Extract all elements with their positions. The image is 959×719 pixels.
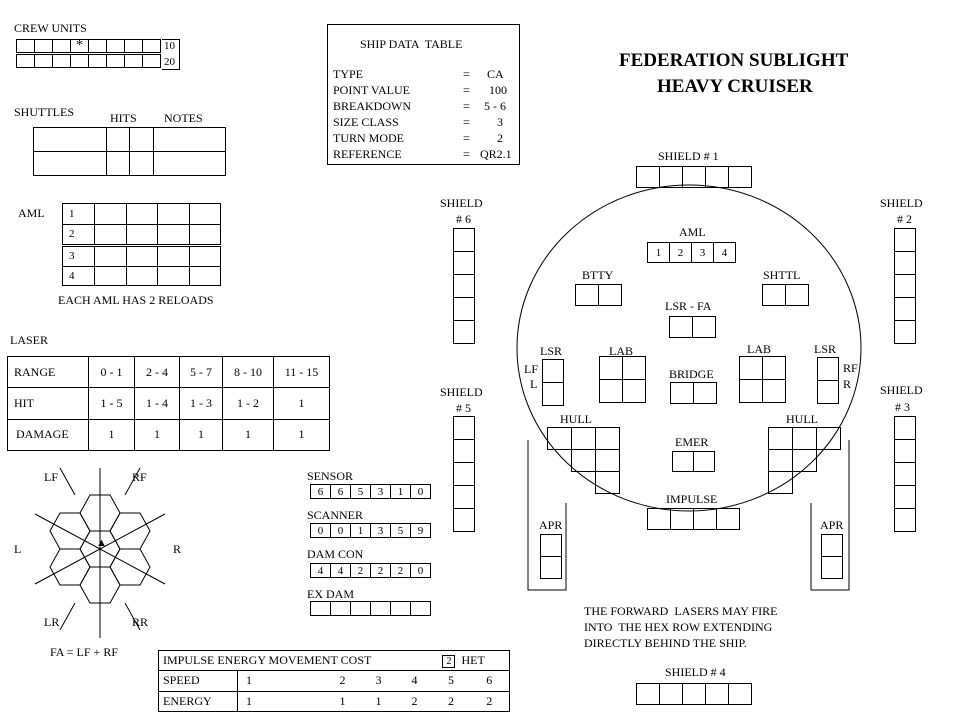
sd-val: 100 xyxy=(489,83,507,97)
crew-box[interactable] xyxy=(88,54,107,68)
aml-row-label: 2 xyxy=(63,224,95,245)
crew-box[interactable] xyxy=(52,54,71,68)
aml-cell[interactable] xyxy=(126,204,158,225)
aml-panel-title: AML xyxy=(18,206,45,220)
apr-box[interactable] xyxy=(540,556,562,579)
speed-value: 5 xyxy=(432,671,469,691)
hex xyxy=(50,513,90,549)
shield-box[interactable] xyxy=(453,297,475,321)
laser-damage: 1 xyxy=(89,419,135,450)
lsr-fa-box[interactable] xyxy=(692,316,716,338)
hull-left-label: HULL xyxy=(560,412,592,426)
lsr-left-arc-lf: LF xyxy=(524,362,539,376)
sd-val: 5 - 6 xyxy=(484,99,506,113)
lab-box[interactable] xyxy=(599,356,623,380)
sensor-box[interactable]: 0 xyxy=(410,484,431,499)
laser-range: 5 - 7 xyxy=(180,357,223,388)
ship-aml-box[interactable]: 1 xyxy=(647,242,670,263)
shield-box[interactable] xyxy=(453,228,475,252)
shield-box[interactable] xyxy=(453,320,475,344)
shuttle-notes-cell[interactable] xyxy=(154,152,226,176)
laser-hit: 1 - 2 xyxy=(223,388,274,419)
energy-value: 2 xyxy=(469,691,509,711)
lab-box[interactable] xyxy=(739,356,763,380)
sd-val: 3 xyxy=(497,115,503,129)
impulse-label: IMPULSE xyxy=(666,492,718,506)
shield-4-label: SHIELD # 4 xyxy=(665,665,726,679)
shield-box[interactable] xyxy=(682,166,706,188)
ship-aml-box[interactable]: 2 xyxy=(669,242,692,263)
bridge-box[interactable] xyxy=(670,382,694,404)
sd-key: REFERENCE xyxy=(333,147,402,161)
crew-box[interactable] xyxy=(142,54,161,68)
sensor-box[interactable]: 5 xyxy=(350,484,371,499)
sd-eq: = xyxy=(463,67,470,81)
crew-units-row-1 xyxy=(17,40,161,53)
scanner-box[interactable]: 0 xyxy=(310,523,331,538)
sd-key: BREAKDOWN xyxy=(333,99,411,113)
hull-box[interactable] xyxy=(571,449,596,472)
apr-left-track xyxy=(541,535,562,579)
shuttle-notes-cell[interactable] xyxy=(154,128,226,152)
shield-box[interactable] xyxy=(453,462,475,486)
crew-box[interactable] xyxy=(16,54,35,68)
laser-range: 0 - 1 xyxy=(89,357,135,388)
lab-box[interactable] xyxy=(739,379,763,403)
hull-box[interactable] xyxy=(768,427,793,450)
sensor-track xyxy=(311,485,431,499)
hull-right-label: HULL xyxy=(786,412,818,426)
hull-box[interactable] xyxy=(595,427,620,450)
scanner-box[interactable]: 5 xyxy=(390,523,411,538)
ship-facing-arrow-icon: ▲ xyxy=(96,537,107,549)
lab-box[interactable] xyxy=(622,356,646,380)
hex xyxy=(110,549,150,585)
laser-damage: 1 xyxy=(223,419,274,450)
damcon-box[interactable]: 2 xyxy=(390,563,411,578)
impulse-box[interactable] xyxy=(693,508,717,530)
sensor-box[interactable]: 6 xyxy=(330,484,351,499)
shield-box[interactable] xyxy=(894,416,916,440)
sensor-box[interactable]: 1 xyxy=(390,484,411,499)
shield-box[interactable] xyxy=(894,297,916,321)
energy-value: 1 xyxy=(238,691,325,711)
speed-value: 4 xyxy=(396,671,432,691)
crew-box[interactable] xyxy=(88,39,107,53)
sensor-box[interactable]: 6 xyxy=(310,484,331,499)
shield-box[interactable] xyxy=(728,166,752,188)
crew-row-label-20: 20 xyxy=(164,56,175,68)
scanner-track xyxy=(311,524,431,538)
shield-box[interactable] xyxy=(894,508,916,532)
hull-box[interactable] xyxy=(595,449,620,472)
lab-left-label: LAB xyxy=(609,344,633,358)
aml-row-label: 4 xyxy=(63,266,95,286)
arc-label-l: L xyxy=(14,542,22,556)
sd-eq: = xyxy=(463,131,470,145)
sd-eq: = xyxy=(463,99,470,113)
crew-row-label-10: 10 xyxy=(164,40,175,52)
exdam-box[interactable] xyxy=(330,601,351,616)
shield-box[interactable] xyxy=(636,683,660,705)
lsr-right-arc-rf: RF xyxy=(843,361,858,375)
impulse-box[interactable] xyxy=(647,508,671,530)
shttl-box[interactable] xyxy=(762,284,786,306)
shield-box[interactable] xyxy=(453,485,475,509)
crew-box[interactable] xyxy=(106,54,125,68)
laser-title: LASER xyxy=(10,333,49,347)
scanner-box[interactable]: 0 xyxy=(330,523,351,538)
ship-aml-box[interactable]: 4 xyxy=(713,242,736,263)
emer-track xyxy=(673,452,715,472)
shield-box[interactable] xyxy=(728,683,752,705)
shield-box[interactable] xyxy=(894,274,916,298)
impulse-box[interactable] xyxy=(716,508,740,530)
sd-val: CA xyxy=(487,67,504,81)
lab-box[interactable] xyxy=(762,356,786,380)
btty-label: BTTY xyxy=(582,268,614,282)
lsr-right-arc-r: R xyxy=(843,377,852,391)
laser-hit: 1 - 5 xyxy=(89,388,135,419)
crew-label-frame xyxy=(162,39,180,70)
energy-value: 1 xyxy=(324,691,360,711)
exdam-box[interactable] xyxy=(370,601,391,616)
crew-box-marked[interactable]: * xyxy=(70,39,89,53)
lab-box[interactable] xyxy=(622,379,646,403)
aml-cell[interactable] xyxy=(126,266,158,286)
bridge-track xyxy=(671,383,717,404)
shield-2-number: # 2 xyxy=(897,212,912,226)
shield-box[interactable] xyxy=(453,508,475,532)
exdam-box[interactable] xyxy=(410,601,431,616)
crew-units-title: CREW UNITS xyxy=(14,21,87,35)
aml-cell[interactable] xyxy=(126,247,158,267)
shield-box[interactable] xyxy=(894,485,916,509)
aml-cell[interactable] xyxy=(126,224,158,245)
aml-cell[interactable] xyxy=(95,204,127,225)
shield-6-label: SHIELD xyxy=(440,196,483,210)
sd-eq: = xyxy=(463,115,470,129)
laser-hit: 1 xyxy=(274,388,330,419)
shield-box[interactable] xyxy=(894,462,916,486)
lsr-fa-track xyxy=(670,317,716,338)
hull-box[interactable] xyxy=(571,427,596,450)
crew-box[interactable] xyxy=(52,39,71,53)
damcon-box[interactable]: 4 xyxy=(310,563,331,578)
impulse-energy-table xyxy=(158,650,510,712)
crew-box[interactable] xyxy=(124,39,143,53)
apr-box[interactable] xyxy=(540,534,562,557)
lab-box[interactable] xyxy=(762,379,786,403)
lsr-left-track xyxy=(543,360,564,406)
shield-3-track xyxy=(895,417,916,532)
energy-value: 1 xyxy=(360,691,396,711)
crew-units-row-2 xyxy=(17,55,161,68)
exdam-box[interactable] xyxy=(350,601,371,616)
shuttles-hits-label: HITS xyxy=(110,111,137,125)
hull-box[interactable] xyxy=(792,427,817,450)
crew-box[interactable] xyxy=(142,39,161,53)
apr-left-label: APR xyxy=(539,518,563,532)
aml-cell[interactable] xyxy=(189,204,221,225)
fa-note: FA = LF + RF xyxy=(50,645,119,659)
emer-box[interactable] xyxy=(672,451,694,472)
lsr-box[interactable] xyxy=(817,357,839,381)
laser-damage: 1 xyxy=(274,419,330,450)
energy-value: 2 xyxy=(432,691,469,711)
shield-5-label: SHIELD xyxy=(440,385,483,399)
ship-title-line-1: FEDERATION SUBLIGHT xyxy=(619,50,849,71)
bridge-box[interactable] xyxy=(693,382,717,404)
arc-label-rr: RR xyxy=(132,615,149,629)
hull-box[interactable] xyxy=(792,449,817,472)
speed-value: 6 xyxy=(469,671,509,691)
emer-box[interactable] xyxy=(693,451,715,472)
laser-table xyxy=(7,356,330,451)
shuttle-hit-cell[interactable] xyxy=(107,152,130,176)
btty-box[interactable] xyxy=(575,284,599,306)
lsr-left-label: LSR xyxy=(540,344,563,358)
shuttle-cell[interactable] xyxy=(34,152,107,176)
shield-box[interactable] xyxy=(453,416,475,440)
sensor-label: SENSOR xyxy=(307,469,354,483)
shield-box[interactable] xyxy=(453,251,475,275)
scanner-box[interactable]: 1 xyxy=(350,523,371,538)
aml-cell[interactable] xyxy=(158,247,190,267)
damcon-box[interactable]: 2 xyxy=(370,563,391,578)
arc-label-lr: LR xyxy=(44,615,60,629)
firing-arc-hex-diagram xyxy=(0,460,240,660)
apr-right-label: APR xyxy=(820,518,844,532)
shuttles-title: SHUTTLES xyxy=(14,105,74,119)
lab-right-label: LAB xyxy=(747,342,771,356)
shield-box[interactable] xyxy=(636,166,660,188)
shuttles-notes-label: NOTES xyxy=(164,111,203,125)
hull-box[interactable] xyxy=(816,427,841,450)
aml-cell[interactable] xyxy=(158,266,190,286)
damcon-track xyxy=(311,564,431,578)
shttl-label: SHTTL xyxy=(763,268,801,282)
energy-value: 2 xyxy=(396,691,432,711)
aml-reload-note: EACH AML HAS 2 RELOADS xyxy=(58,293,214,307)
scanner-box[interactable]: 3 xyxy=(370,523,391,538)
apr-right-track xyxy=(822,535,843,579)
laser-range: 11 - 15 xyxy=(274,357,330,388)
sensor-box[interactable]: 3 xyxy=(370,484,391,499)
ship-aml-label: AML xyxy=(679,225,706,239)
aml-cell[interactable] xyxy=(189,247,221,267)
ship-aml-box[interactable]: 3 xyxy=(691,242,714,263)
lsr-right-label: LSR xyxy=(814,342,837,356)
aml-row-label: 3 xyxy=(63,247,95,267)
crew-box[interactable] xyxy=(34,39,53,53)
sd-key: POINT VALUE xyxy=(333,83,411,97)
scanner-label: SCANNER xyxy=(307,508,364,522)
shield-box[interactable] xyxy=(453,439,475,463)
btty-track xyxy=(576,285,622,306)
crew-box[interactable] xyxy=(34,54,53,68)
shield-box[interactable] xyxy=(659,683,683,705)
hex xyxy=(50,549,90,585)
crew-box[interactable] xyxy=(16,39,35,53)
aml-cell[interactable] xyxy=(189,224,221,245)
hex xyxy=(110,513,150,549)
aml-cell[interactable] xyxy=(95,247,127,267)
lsr-box[interactable] xyxy=(817,380,839,404)
forward-laser-note-line-3: DIRECTLY BEHIND THE SHIP. xyxy=(584,636,747,650)
shield-box[interactable] xyxy=(705,683,729,705)
sd-val: QR2.1 xyxy=(480,147,512,161)
exdam-track xyxy=(311,602,431,616)
shield-2-label: SHIELD xyxy=(880,196,923,210)
shttl-track xyxy=(763,285,809,306)
lsr-left-arc-l: L xyxy=(530,377,538,391)
emer-label: EMER xyxy=(675,435,709,449)
aml-row-label: 1 xyxy=(63,204,95,225)
apr-box[interactable] xyxy=(821,534,843,557)
aml-cell[interactable] xyxy=(189,266,221,286)
aml-cell[interactable] xyxy=(95,224,127,245)
speed-value: 1 xyxy=(238,671,325,691)
damcon-box[interactable]: 4 xyxy=(330,563,351,578)
exdam-box[interactable] xyxy=(310,601,331,616)
apr-box[interactable] xyxy=(821,556,843,579)
sd-eq: = xyxy=(463,147,470,161)
hull-box[interactable] xyxy=(768,471,793,494)
laser-damage-label: DAMAGE xyxy=(8,419,89,450)
aml-cell[interactable] xyxy=(158,204,190,225)
scanner-box[interactable]: 9 xyxy=(410,523,431,538)
shield-box[interactable] xyxy=(659,166,683,188)
aml-table-bottom xyxy=(62,246,221,286)
shield-box[interactable] xyxy=(894,320,916,344)
speed-label: SPEED xyxy=(159,671,238,691)
arc-label-rf: RF xyxy=(132,470,147,484)
shield-4-track xyxy=(637,684,752,705)
shield-6-number: # 6 xyxy=(456,212,471,226)
ship-title-line-2: HEAVY CRUISER xyxy=(657,76,813,97)
forward-laser-note-line-2: INTO THE HEX ROW EXTENDING xyxy=(584,620,773,634)
lsr-box[interactable] xyxy=(542,359,564,383)
shield-box[interactable] xyxy=(705,166,729,188)
speed-value: 2 xyxy=(324,671,360,691)
arc-label-lf: LF xyxy=(44,470,59,484)
arc-label-r: R xyxy=(173,542,182,556)
het-cell xyxy=(432,651,509,671)
lsr-box[interactable] xyxy=(542,382,564,406)
shttl-box[interactable] xyxy=(785,284,809,306)
aml-cell[interactable] xyxy=(158,224,190,245)
laser-hit: 1 - 4 xyxy=(135,388,180,419)
sd-key: SIZE CLASS xyxy=(333,115,399,129)
lab-box[interactable] xyxy=(599,379,623,403)
crew-box[interactable] xyxy=(106,39,125,53)
sd-key: TYPE xyxy=(333,67,363,81)
shield-box[interactable] xyxy=(894,439,916,463)
energy-label: ENERGY xyxy=(159,691,238,711)
lsr-fa-label: LSR - FA xyxy=(665,299,712,313)
laser-hit-label: HIT xyxy=(8,388,89,419)
het-box[interactable]: 2 xyxy=(442,655,455,668)
sd-val: 2 xyxy=(497,131,503,145)
forward-laser-note-line-1: THE FORWARD LASERS MAY FIRE xyxy=(584,604,778,618)
ship-data-title: SHIP DATA TABLE xyxy=(360,37,463,51)
laser-range-label: RANGE xyxy=(8,357,89,388)
crew-box[interactable] xyxy=(70,54,89,68)
shield-5-number: # 5 xyxy=(456,401,471,415)
bridge-label: BRIDGE xyxy=(669,367,714,381)
impulse-box[interactable] xyxy=(670,508,694,530)
lsr-right-track xyxy=(818,358,839,404)
damcon-box[interactable]: 2 xyxy=(350,563,371,578)
laser-range: 8 - 10 xyxy=(223,357,274,388)
damcon-label: DAM CON xyxy=(307,547,364,561)
shuttle-hit-cell[interactable] xyxy=(130,152,154,176)
aml-table-top xyxy=(62,203,221,245)
shuttles-table xyxy=(33,127,226,176)
shield-1-track xyxy=(637,167,752,188)
shuttle-hit-cell[interactable] xyxy=(130,128,154,152)
ship-aml-track xyxy=(648,243,736,263)
shield-1-label: SHIELD # 1 xyxy=(658,149,719,163)
impulse-track xyxy=(648,509,740,530)
laser-range: 2 - 4 xyxy=(135,357,180,388)
shield-3-label: SHIELD xyxy=(880,383,923,397)
shield-6-track xyxy=(454,229,475,344)
shield-5-track xyxy=(454,417,475,532)
shield-box[interactable] xyxy=(682,683,706,705)
exdam-box[interactable] xyxy=(390,601,411,616)
shield-2-track xyxy=(895,229,916,344)
shuttle-cell[interactable] xyxy=(34,128,107,152)
damcon-box[interactable]: 0 xyxy=(410,563,431,578)
crew-box[interactable] xyxy=(124,54,143,68)
lsr-fa-box[interactable] xyxy=(669,316,693,338)
laser-damage: 1 xyxy=(180,419,223,450)
speed-value: 3 xyxy=(360,671,396,691)
sd-eq: = xyxy=(463,83,470,97)
sd-key: TURN MODE xyxy=(333,131,404,145)
shield-box[interactable] xyxy=(894,251,916,275)
shield-box[interactable] xyxy=(894,228,916,252)
aml-cell[interactable] xyxy=(95,266,127,286)
hull-box[interactable] xyxy=(547,427,572,450)
shield-3-number: # 3 xyxy=(895,400,910,414)
het-label: HET xyxy=(461,653,485,668)
shield-box[interactable] xyxy=(453,274,475,298)
laser-hit: 1 - 3 xyxy=(180,388,223,419)
shuttle-hit-cell[interactable] xyxy=(107,128,130,152)
impulse-table-title: IMPULSE ENERGY MOVEMENT COST xyxy=(159,651,433,671)
hull-box[interactable] xyxy=(768,449,793,472)
exdam-label: EX DAM xyxy=(307,587,354,601)
hull-box[interactable] xyxy=(595,471,620,494)
laser-damage: 1 xyxy=(135,419,180,450)
btty-box[interactable] xyxy=(598,284,622,306)
